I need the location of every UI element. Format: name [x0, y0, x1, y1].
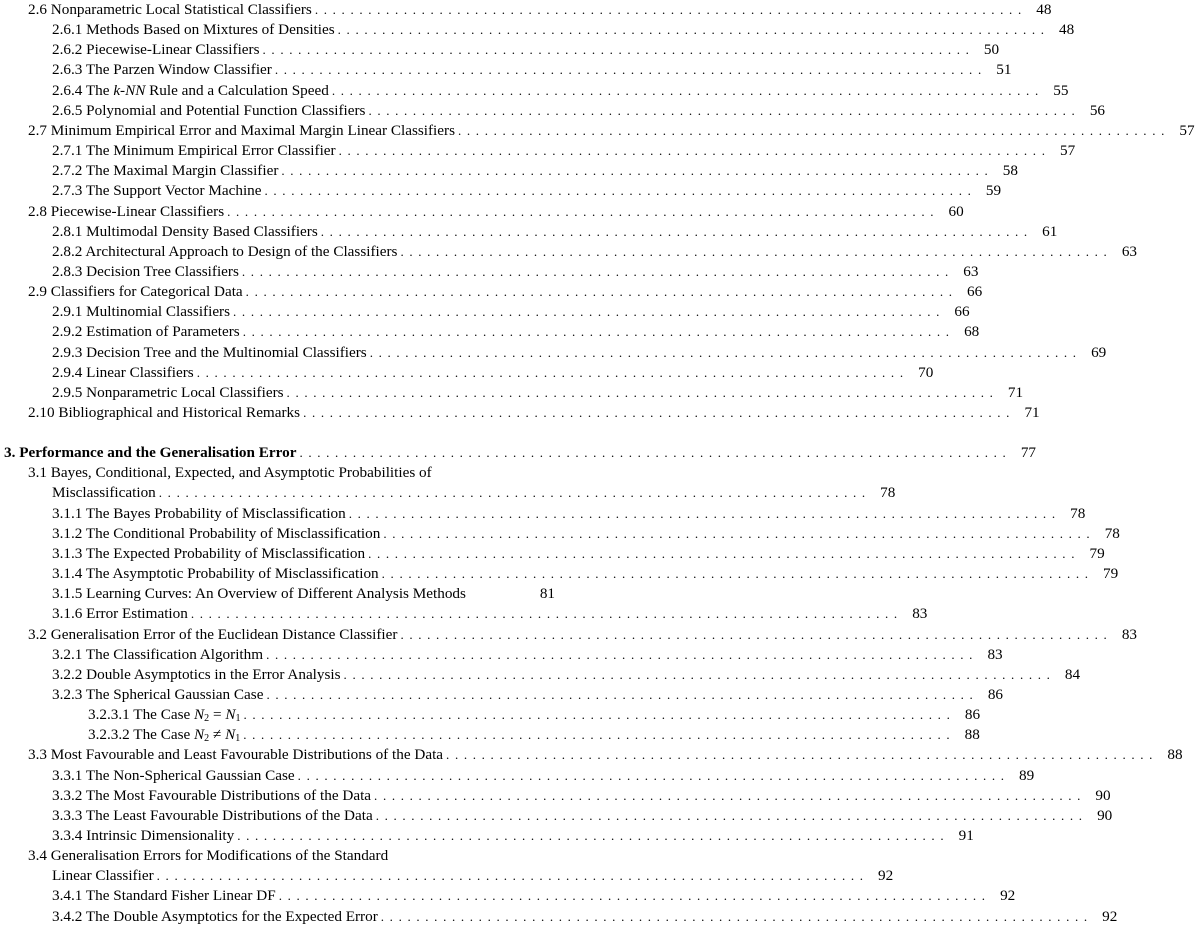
dot-leader: . . . . . . . . . . . . . . . . . . . . . . . . . . . . . . . . . . . . . . . . . . . . . . . . . . . . . . . . . . . . . . . . . . . . . . . . . . . . . . . .: [343, 666, 1052, 682]
dot-leader: . . . . . . . . . . . . . . . . . . . . . . . . . . . . . . . . . . . . . . . . . . . . . . . . . . . . . . . . . . . . . . . . . . . . . . . . . . . . . . . .: [241, 263, 950, 279]
dot-leader: . . . . . . . . . . . . . . . . . . . . . . . . . . . . . . . . . . . . . . . . . . . . . . . . . . . . . . . . . . . . . . . . . . . . . . . . . . . . . . . .: [156, 868, 865, 884]
dot-leader: . . . . . . . . . . . . . . . . . . . . . . . . . . . . . . . . . . . . . . . . . . . . . . . . . . . . . . . . . . . . . . . . . . . . . . . . . . . . . . . .: [337, 22, 1046, 38]
dot-leader: . . . . . . . . . . . . . . . . . . . . . . . . . . . . . . . . . . . . . . . . . . . . . . . . . . . . . . . . . . . . . . . . . . . . . . . . . . . . . . . .: [274, 62, 983, 78]
dot-leader: . . . . . . . . . . . . . . . . . . . . . . . . . . . . . . . . . . . . . . . . . . . . . . . . . . . . . . . . . . . . . . . . . . . . . . . . . . . . . . . .: [320, 223, 1029, 239]
toc-entry[interactable]: [0, 81, 1069, 101]
toc-entry-title: 3.4.1 The Standard Fisher Linear DF: [52, 887, 276, 905]
toc-page-number: 66: [954, 303, 970, 321]
dot-leader: . . . . . . . . . . . . . . . . . . . . . . . . . . . . . . . . . . . . . . . . . . . . . . . . . . . . . . . . . . . . . . . . . . . . . . . . . . . . . . . .: [446, 747, 1154, 763]
toc-entry-title: 2.8 Piecewise-Linear Classifiers: [28, 202, 225, 220]
toc-page-number: 63: [963, 262, 979, 280]
dot-leader: . . . . . . . . . . . . . . . . . . . . . . . . . . . . . . . . . . . . . . . . . . . . . . . . . . . . . . . . . . . . . . . . . . . . . . . . . . . . . . . .: [368, 545, 1076, 561]
toc-page-number: 92: [1102, 907, 1118, 925]
toc-page-number: 89: [1019, 766, 1035, 784]
toc-entry[interactable]: [0, 846, 560, 866]
toc-entry[interactable]: [0, 483, 896, 503]
toc-entry-title: 2.9.3 Decision Tree and the Multinomial Classifiers: [52, 343, 367, 361]
toc-entry-title: 2.8.2 Architectural Approach to Design of the Classifiers: [52, 242, 398, 260]
toc-entry-title: 2.7 Minimum Empirical Error and Maximal Margin Linear Classifiers: [28, 121, 455, 139]
toc-page-number: 55: [1053, 81, 1069, 99]
toc-entry-title: 2.6.1 Methods Based on Mixtures of Densities: [52, 21, 335, 39]
toc-entry-title: 3.2.2 Double Asymptotics in the Error Analysis: [52, 665, 341, 683]
toc-entry[interactable]: [0, 564, 1119, 584]
dot-leader: . . . . . . . . . . . . . . . . . . . . . . . . . . . . . . . . . . . . . . . . . . . . . . . . . . . . . . . . . . . . . . . . . . . . . . . . . . . . . . . .: [383, 525, 1091, 541]
dot-leader: . . . . . . . . . . . . . . . . . . . . . . . . . . . . . . . . . . . . . . . . . . . . . . . . . . . . . . . . . . . . . . . . . . . . . . . . . . . . . . . .: [233, 304, 941, 320]
toc-entry[interactable]: [0, 544, 1105, 564]
toc-page-number: 66: [967, 283, 983, 301]
toc-entry[interactable]: [0, 625, 1137, 645]
dot-leader: . . . . . . . . . . . . . . . . . . . . . . . . . . . . . . . . . . . . . . . . . . . . . . . . . . . . . . . . . . . . . . . . . . . . . . . . . . . . . . . .: [299, 445, 1008, 461]
toc-entry[interactable]: [0, 806, 1113, 826]
toc-page-number: 56: [1089, 101, 1105, 119]
dot-leader: . . . . . . . . . . . . . . . . . . . . . . . . . . . . . . . . . . . . . . . . . . . . . . . . . . . . . . . . . . . . . . . . . . . . . . . . . . . . . . . .: [400, 243, 1108, 259]
toc-page-number: 83: [987, 645, 1003, 663]
toc-entry[interactable]: [0, 202, 964, 222]
toc-entry-title: 3.1.5 Learning Curves: An Overview of Different Analysis Methods: [52, 585, 466, 603]
toc-entry[interactable]: [0, 766, 1035, 786]
toc-page-number: 91: [958, 827, 974, 844]
toc-entry[interactable]: [0, 665, 1081, 685]
toc-page-number: 50: [983, 41, 1000, 59]
toc-page-number: 51: [996, 61, 1012, 79]
toc-page-number: 92: [1000, 887, 1016, 905]
toc-entry-title: 3.3.1 The Non-Spherical Gaussian Case: [52, 766, 295, 784]
dot-leader: . . . . . . . . . . . . . . . . . . . . . . . . . . . . . . . . . . . . . . . . . . . . . . . . . . . . . . . . . . . . . . . . . . . . . . . . . . . . . . . .: [331, 82, 1040, 98]
toc-page-number: 69: [1091, 343, 1107, 361]
dot-leader: . . . . . . . . . . . . . . . . . . . . . . . . . . . . . . . . . . . . . . . . . . . . . . . . . . . . . . . . . . . . . . . . . . . . . . . . . . . . . . . .: [281, 163, 989, 179]
toc-entry[interactable]: [0, 463, 560, 483]
toc-entry[interactable]: [0, 886, 1016, 906]
dot-leader: . . . . . . . . . . . . . . . . . . . . . . . . . . . . . . . . . . . . . . . . . . . . . . . . . . . . . . . . . . . . . . . . . . . . . . . . . . . . . . . .: [458, 122, 1166, 138]
dot-leader: . . . . . . . . . . . . . . . . . . . . . . . . . . . . . . . . . . . . . . . . . . . . . . . . . . . . . . . . . . . . . . . . . . . . . . . . . . . . . . . .: [243, 727, 951, 743]
dot-leader: . . . . . . . . . . . . . . . . . . . . . . . . . . . . . . . . . . . . . . . . . . . . . . . . . . . . . . . . . . . . . . . . . . . . . . . . . . . . . . . .: [303, 405, 1011, 420]
toc-entry-title: 3.1.3 The Expected Probability of Misclassification: [52, 544, 366, 562]
toc-page-number: 70: [918, 363, 934, 381]
dot-leader: . . . . . . . . . . . . . . . . . . . . . . . . . . . . . . . . . . . . . . . . . . . . . . . . . . . . . . . . . . . . . . . . . . . . . . . . . . . . . . . .: [286, 384, 995, 400]
toc-page-number: 48: [1036, 1, 1052, 18]
dot-leader: . . . . . . . . . . . . . . . . . . . . . . . . . . . . . . . . . . . . . . . . . . . . . . . . . . . . . . . . . . . . . . . . . . . . . . . . . . . . . . . .: [245, 284, 954, 300]
toc-entry-title: 2.9 Classifiers for Categorical Data: [28, 283, 243, 301]
dot-leader: . . . . . . . . . . . . . . . . . . . . . . . . . . . . . . . . . . . . . . . . . . . . . . . . . . . . . . . . . . . . . . . . . . . . . . . . . . . . . . . .: [338, 143, 1047, 159]
toc-entry[interactable]: [0, 262, 979, 282]
toc-page-number: 78: [880, 484, 896, 502]
toc-entry[interactable]: [0, 363, 934, 383]
toc-entry-title: 3.1.1 The Bayes Probability of Misclassification: [52, 504, 346, 522]
dot-leader: . . . . . . . . . . . . . . . . . . . . . . . . . . . . . . . . . . . . . . . . . . . . . . . . . . . . . . . . . . . . . . . . . . . . . . . . . . . . . . . .: [158, 485, 867, 501]
dot-leader: . . . . . . . . . . . . . . . . . . . . . . . . . . . . . . . . . . . . . . . . . . . . . . . . . . . . . . . . . . . . . . . . . . . . . . . . . . . . . . . .: [380, 908, 1089, 924]
toc-entry[interactable]: [0, 0, 1052, 20]
toc-entry-title: 2.6.3 The Parzen Window Classifier: [52, 61, 272, 79]
toc-entry[interactable]: [0, 685, 1004, 705]
toc-entry[interactable]: [0, 101, 1105, 121]
toc-entry[interactable]: [0, 645, 1003, 665]
toc-entry-title: 3.1.6 Error Estimation: [52, 605, 188, 623]
toc-page-number: 60: [948, 202, 964, 220]
dot-leader: . . . . . . . . . . . . . . . . . . . . . . . . . . . . . . . . . . . . . . . . . . . . . . . . . . . . . . . . . . . . . . . . . . . . . . . . . . . . . . . .: [297, 767, 1006, 783]
toc-page-number: 83: [912, 605, 928, 623]
toc-page-number: 68: [964, 323, 980, 341]
dot-leader: . . . . . . . . . . . . . . . . . . . . . . . . . . . . . . . . . . . . . . . . . . . . . . . . . . . . . . . . . . . . . . . . . . . . . . . . . . . . . . . .: [400, 626, 1108, 642]
toc-entry[interactable]: [0, 282, 983, 302]
toc-page-number: 88: [964, 726, 980, 744]
toc-entry[interactable]: [0, 786, 1111, 806]
toc-entry-title: 3.3.3 The Least Favourable Distributions of the Data: [52, 806, 373, 824]
toc-entry-title: 2.6.2 Piecewise-Linear Classifiers: [52, 41, 260, 59]
dot-leader: . . . . . . . . . . . . . . . . . . . . . . . . . . . . . . . . . . . . . . . . . . . . . . . . . . . . . . . . . . . . . . . . . . . . . . . . . . . . . . . .: [314, 2, 1023, 17]
dot-leader: . . . . . . . . . . . . . . . . . . . . . . . . . . . . . . . . . . . . . . . . . . . . . . . . . . . . . . . . . . . . . . . . . . . . . . . . . . . . . . . .: [242, 324, 951, 340]
toc-page-number: 83: [1121, 625, 1137, 643]
toc-entry-title: Linear Classifier: [52, 867, 154, 885]
toc-entry-title: 2.6.5 Polynomial and Potential Function Classifiers: [52, 101, 366, 119]
toc-page-number: 88: [1167, 746, 1183, 764]
toc-page-number: 86: [987, 685, 1004, 703]
toc-entry-title: 2.7.3 The Support Vector Machine: [52, 182, 262, 200]
toc-entry-title: 2.8.1 Multimodal Density Based Classifiers: [52, 222, 318, 240]
toc-entry[interactable]: [0, 504, 1086, 524]
toc-entry[interactable]: [0, 322, 980, 342]
toc-entry[interactable]: [0, 705, 981, 725]
toc-entry-title: 3.3.2 The Most Favourable Distributions of the Data: [52, 786, 372, 804]
dot-leader: . . . . . . . . . . . . . . . . . . . . . . . . . . . . . . . . . . . . . . . . . . . . . . . . . . . . . . . . . . . . . . . . . . . . . . . . . . . . . . . .: [264, 183, 973, 199]
toc-entry[interactable]: [0, 161, 1018, 181]
toc-entry[interactable]: [0, 181, 1002, 201]
toc-entry-title: 3.2.1 The Classification Algorithm: [52, 645, 264, 663]
dot-leader: . . . . . . . . . . . . . . . . . . . . . . . . . . . . . . . . . . . . . . . . . . . . . . . . . . . . . . . . . . . . . . . . . . . . . . . . . . . . . . . .: [190, 606, 899, 622]
toc-entry-title: 3.2.3.1 The Case $N_2 = N_1$: [88, 706, 241, 725]
dot-leader: . . . . . . . . . . . . . . . . . . . . . . . . . . . . . . . . . . . . . . . . . . . . . . . . . . . . . . . . . . . . . . . . . . . . . . . . . . . . . . . .: [227, 203, 935, 219]
toc-entry-title: Misclassification: [52, 484, 156, 502]
toc-entry[interactable]: [0, 604, 928, 624]
toc-page-number: 71: [1024, 404, 1040, 421]
toc-page-number: 92: [878, 867, 894, 885]
toc-entry[interactable]: [0, 584, 560, 604]
toc-entry[interactable]: [0, 121, 1195, 141]
toc-entry-title: 2.6.4 The k-NN Rule and a Calculation Speed: [52, 81, 329, 99]
toc-entry-title: 3.4 Generalisation Errors for Modifications of the Standard: [28, 847, 389, 865]
toc-entry[interactable]: [0, 40, 1000, 60]
dot-leader: . . . . . . . . . . . . . . . . . . . . . . . . . . . . . . . . . . . . . . . . . . . . . . . . . . . . . . . . . . . . . . . . . . . . . . . . . . . . . . . .: [196, 364, 905, 380]
toc-entry-title: 3. Performance and the Generalisation Error: [4, 444, 297, 462]
dot-leader: . . . . . . . . . . . . . . . . . . . . . . . . . . . . . . . . . . . . . . . . . . . . . . . . . . . . . . . . . . . . . . . . . . . . . . . . . . . . . . . .: [368, 102, 1076, 118]
toc-entry-title: 3.3.4 Intrinsic Dimensionality: [52, 827, 235, 844]
toc-entry[interactable]: [0, 403, 1040, 423]
toc-page-number: 63: [1121, 242, 1137, 260]
toc-entry[interactable]: [0, 866, 894, 886]
toc-entry[interactable]: [0, 302, 970, 322]
dot-leader: . . . . . . . . . . . . . . . . . . . . . . . . . . . . . . . . . . . . . . . . . . . . . . . . . . . . . . . . . . . . . . . . . . . . . . . . . . . . . . . .: [266, 646, 974, 662]
toc-page-number: 79: [1103, 565, 1119, 583]
toc-entry-title: 2.7.2 The Maximal Margin Classifier: [52, 162, 279, 180]
toc-entry[interactable]: [0, 242, 1137, 262]
dot-leader: . . . . . . . . . . . . . . . . . . . . . . . . . . . . . . . . . . . . . . . . . . . . . . . . . . . . . . . . . . . . . . . . . . . . . . . . . . . . . . . .: [369, 344, 1078, 360]
toc-page-number: 48: [1059, 21, 1075, 39]
toc-page-number: 61: [1042, 222, 1058, 240]
toc-entry[interactable]: [0, 141, 1076, 161]
toc-entry-title: 3.4.2 The Double Asymptotics for the Expected Error: [52, 907, 378, 925]
toc-page-number: 58: [1002, 162, 1018, 180]
toc-page-number: 71: [1007, 383, 1024, 401]
toc-page-number: 57: [1059, 142, 1076, 160]
toc-entry[interactable]: [0, 725, 980, 745]
dot-leader: . . . . . . . . . . . . . . . . . . . . . . . . . . . . . . . . . . . . . . . . . . . . . . . . . . . . . . . . . . . . . . . . . . . . . . . . . . . . . . . .: [348, 505, 1057, 521]
toc-entry[interactable]: [0, 343, 1107, 363]
dot-leader: . . . . . . . . . . . . . . . . . . . . . . . . . . . . . . . . . . . . . . . . . . . . . . . . . . . . . . . . . . . . . . . . . . . . . . . . . . . . . . . .: [243, 707, 952, 723]
toc-entry-title: 3.1.4 The Asymptotic Probability of Misclassification: [52, 565, 379, 583]
dot-leader: . . . . . . . . . . . . . . . . . . . . . . . . . . . . . . . . . . . . . . . . . . . . . . . . . . . . . . . . . . . . . . . . . . . . . . . . . . . . . . . .: [278, 888, 987, 904]
toc-entry[interactable]: [0, 222, 1058, 242]
toc-entry-title: 2.10 Bibliographical and Historical Remarks: [28, 404, 301, 421]
toc-page-number: 81: [539, 585, 555, 603]
dot-leader: . . . . . . . . . . . . . . . . . . . . . . . . . . . . . . . . . . . . . . . . . . . . . . . . . . . . . . . . . . . . . . . . . . . . . . . . . . . . . . . .: [237, 828, 945, 843]
toc-page-number: 79: [1089, 544, 1105, 562]
toc-entry-title: 3.2.3 The Spherical Gaussian Case: [52, 685, 264, 703]
toc-entry-title: 2.9.5 Nonparametric Local Classifiers: [52, 383, 284, 401]
toc-entry[interactable]: [0, 20, 1075, 40]
toc-entry-title: 3.2 Generalisation Error of the Euclidean Distance Classifier: [28, 625, 398, 643]
toc-entry[interactable]: [0, 745, 1183, 765]
toc-page-number: 57: [1179, 121, 1195, 139]
dot-leader: . . . . . . . . . . . . . . . . . . . . . . . . . . . . . . . . . . . . . . . . . . . . . . . . . . . . . . . . . . . . . . . . . . . . . . . . . . . . . . . .: [375, 807, 1084, 823]
toc-page-number: 84: [1064, 665, 1081, 683]
toc-entry-title: 3.1.2 The Conditional Probability of Misclassification: [52, 524, 381, 542]
toc-entry-title: 2.9.2 Estimation of Parameters: [52, 323, 240, 341]
toc-page-number: 59: [985, 182, 1002, 200]
toc-page-number: 90: [1097, 806, 1113, 824]
toc-entry-title: 3.1 Bayes, Conditional, Expected, and Asymptotic Probabilities of: [28, 464, 432, 482]
dot-leader: . . . . . . . . . . . . . . . . . . . . . . . . . . . . . . . . . . . . . . . . . . . . . . . . . . . . . . . . . . . . . . . . . . . . . . . . . . . . . . . .: [266, 686, 975, 702]
toc-entry-title: 3.3 Most Favourable and Least Favourable Distributions of the Data: [28, 746, 444, 764]
toc-entry-title: 2.6 Nonparametric Local Statistical Classifiers: [28, 1, 312, 18]
toc-entry-title: 2.9.1 Multinomial Classifiers: [52, 303, 231, 321]
dot-leader: . . . . . . . . . . . . . . . . . . . . . . . . . . . . . . . . . . . . . . . . . . . . . . . . . . . . . . . . . . . . . . . . . . . . . . . . . . . . . . . .: [262, 42, 971, 58]
toc-page-number: 86: [964, 706, 981, 724]
toc-page-number: 78: [1070, 504, 1086, 522]
toc-entry[interactable]: [0, 60, 1012, 80]
toc-page-number: 78: [1104, 524, 1120, 542]
toc-page-number: 90: [1095, 786, 1111, 804]
toc-entry-title: 3.2.3.2 The Case $N_2 \ne N_1$: [88, 726, 241, 745]
toc-entry[interactable]: [0, 443, 1037, 463]
toc-entry-title: 2.8.3 Decision Tree Classifiers: [52, 262, 239, 280]
toc-entry[interactable]: [0, 524, 1120, 544]
toc-entry[interactable]: [0, 383, 1024, 403]
toc-entry[interactable]: [0, 826, 974, 846]
toc-page-number: 77: [1020, 444, 1037, 462]
toc-entry-title: 2.9.4 Linear Classifiers: [52, 363, 194, 381]
toc-entry[interactable]: [0, 907, 1118, 927]
toc-entry-title: 2.7.1 The Minimum Empirical Error Classifier: [52, 142, 336, 160]
dot-leader: . . . . . . . . . . . . . . . . . . . . . . . . . . . . . . . . . . . . . . . . . . . . . . . . . . . . . . . . . . . . . . . . . . . . . . . . . . . . . . . .: [374, 787, 1082, 803]
dot-leader: . . . . . . . . . . . . . . . . . . . . . . . . . . . . . . . . . . . . . . . . . . . . . . . . . . . . . . . . . . . . . . . . . . . . . . . . . . . . . . . .: [381, 566, 1090, 582]
